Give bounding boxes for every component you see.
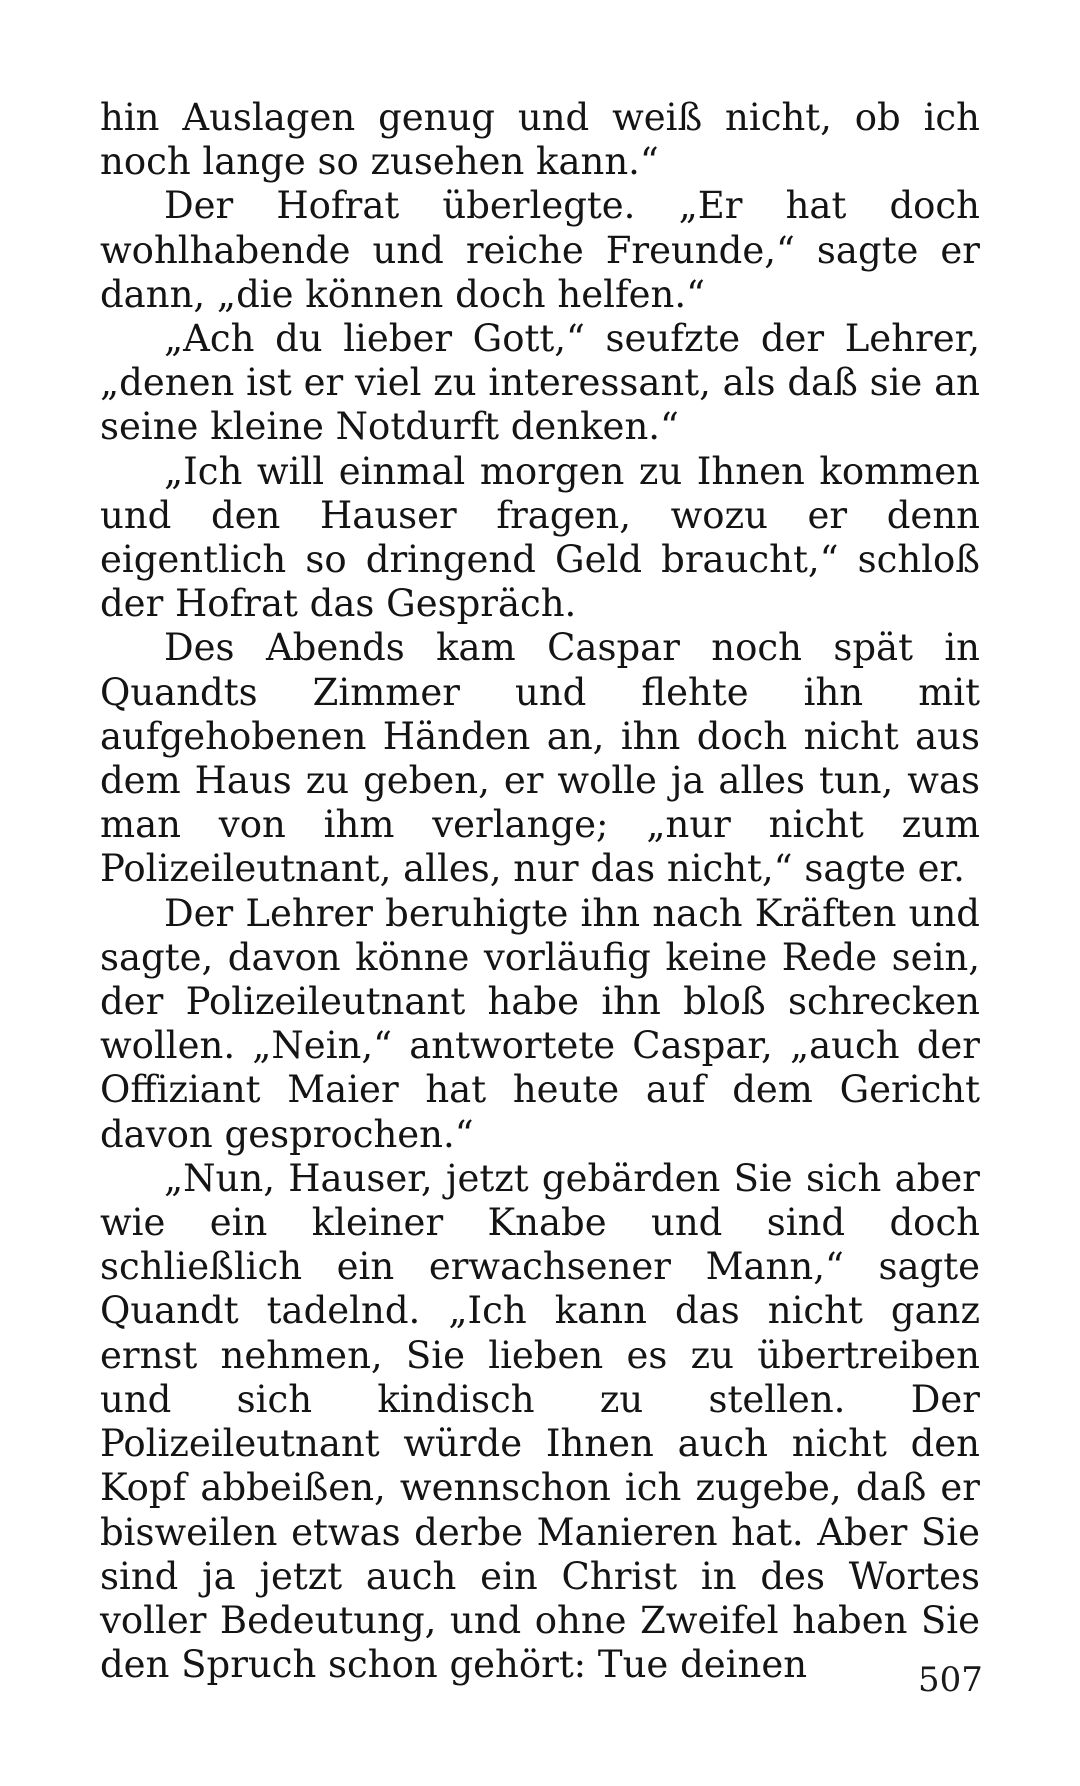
paragraph-nun-hauser: „Nun, Hauser, jetzt gebärden Sie sich aber wie ein kleiner Knabe und sind doch schließlich ein erwachsener Mann,“ sagte Quandt tadelnd. „Ich kann das nicht ganz ernst nehmen, Sie lieben es zu übertreiben und sich kindisch zu stellen. Der Polizeileutnant würde Ihnen auch nicht den Kopf abbeißen, wennschon ich zugebe, daß er bisweilen etwas derbe Manieren hat. Aber Sie sind ja jetzt auch ein Christ in des Wortes voller Bedeutung, und ohne Zweifel haben Sie den Spruch schon gehört: Tue deinen	[100, 1156, 980, 1687]
page-number: 507	[918, 1660, 983, 1700]
paragraph-hofrat-ueberlegte: Der Hofrat überlegte. „Er hat doch wohlhabende und reiche Freunde,“ sagte er dann, „die können doch helfen.“	[100, 184, 980, 316]
paragraph-ach-du-lieber-gott: „Ach du lieber Gott,“ seufzte der Lehrer, „denen ist er viel zu interessant, als daß sie an seine kleine Notdurft denken.“	[100, 317, 980, 449]
paragraph-ich-will-einmal: „Ich will einmal morgen zu Ihnen kommen und den Hauser fragen, wozu er denn eigentlich so dringend Geld braucht,“ schloß der Hofrat das Gespräch.	[100, 449, 980, 626]
body-text	[100, 96, 980, 1687]
paragraph-continued: hin Auslagen genug und weiß nicht, ob ich noch lange so zusehen kann.“	[100, 96, 980, 184]
paragraph-der-lehrer-beruhigte: Der Lehrer beruhigte ihn nach Kräften und sagte, davon könne vorläufig keine Rede sein, der Polizeileutnant habe ihn bloß schrecken wollen. „Nein,“ antwortete Caspar, „auch der Offiziant Maier hat heute auf dem Gericht davon gesprochen.“	[100, 891, 980, 1156]
paragraph-des-abends: Des Abends kam Caspar noch spät in Quandts Zimmer und flehte ihn mit aufgehobenen Händen an, ihn doch nicht aus dem Haus zu geben, er wolle ja alles tun, was man von ihm verlange; „nur nicht zum Polizeileutnant, alles, nur das nicht,“ sagte er.	[100, 626, 980, 891]
